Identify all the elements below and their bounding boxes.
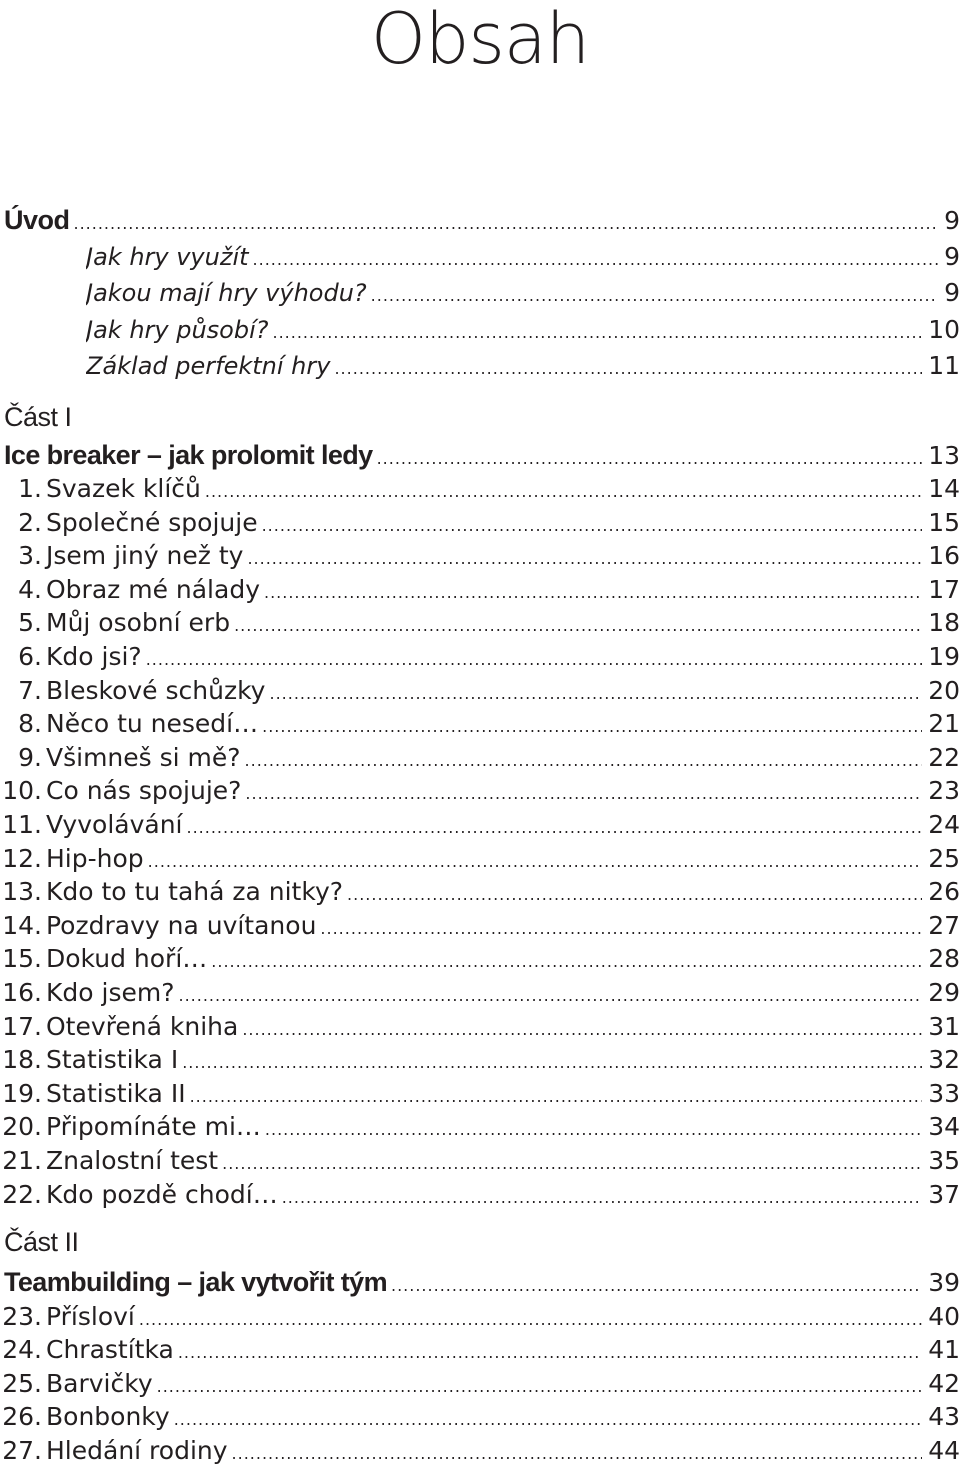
toc-leader-dots (174, 1403, 923, 1434)
toc-page-number: 26 (928, 877, 960, 907)
toc-page-number: 41 (928, 1335, 960, 1365)
toc-entry[interactable] (0, 1434, 960, 1468)
toc-page-number: 23 (928, 776, 960, 806)
toc-leader-dots (222, 1147, 922, 1178)
toc-page-number: 15 (928, 507, 960, 537)
toc-entry[interactable] (0, 1400, 960, 1434)
toc-entry-label (0, 741, 245, 775)
toc-page-number: 44 (928, 1435, 960, 1465)
toc-entry-label (0, 1300, 139, 1334)
toc-entry-title: Pozdravy na uvítanou (46, 910, 317, 940)
toc-page-number: 33 (928, 1078, 960, 1108)
part-heading (4, 1225, 604, 1259)
toc-entry-label (0, 842, 148, 876)
toc-entry-title: Statistika I (46, 1045, 179, 1075)
toc-entry[interactable] (0, 539, 960, 573)
toc-entry-label (0, 774, 245, 808)
toc-entry[interactable] (0, 741, 960, 775)
toc-leader-dots (247, 542, 922, 573)
toc-entry-number: 11. (2, 810, 42, 839)
toc-leader-dots (187, 811, 923, 842)
toc-entry-label: Jak hry využít (86, 243, 249, 271)
toc-leader-dots (178, 979, 922, 1010)
part-heading-text: Část II (4, 1227, 79, 1257)
toc-entry[interactable] (0, 1077, 960, 1111)
toc-leader-dots (334, 352, 922, 383)
toc-entry-title: Přísloví (46, 1302, 135, 1331)
toc-entry-number: 23. (2, 1302, 42, 1331)
toc-entry-title: Bonbonky (46, 1402, 170, 1432)
toc-entry-number: 7. (18, 675, 42, 705)
toc-page-number: 14 (928, 474, 960, 503)
toc-entry[interactable] (0, 808, 960, 842)
toc-entry-title: Kdo jsi? (46, 642, 142, 671)
toc-leader-dots (232, 1437, 923, 1468)
toc-page-number: 9 (944, 206, 960, 235)
toc-entry-label (0, 808, 187, 842)
toc-entry[interactable] (0, 842, 960, 876)
toc-entry-number: 10. (2, 776, 42, 806)
toc-entry-title: Statistika II (46, 1078, 186, 1108)
toc-entry-number: 4. (18, 574, 42, 604)
toc-entry-number: 6. (18, 642, 42, 671)
toc-leader-dots (148, 845, 923, 876)
toc-entry-title: Dokud hoří… (46, 944, 208, 974)
toc-page-number: 9 (944, 242, 960, 271)
toc-entry[interactable] (0, 674, 960, 708)
toc-entry-title: Co nás spojuje? (46, 776, 242, 806)
toc-entry[interactable] (0, 1110, 960, 1144)
toc-leader-dots (264, 576, 922, 607)
toc-entry-number: 15. (2, 944, 42, 974)
toc-entry-number: 19. (2, 1078, 42, 1108)
toc-leader-dots (253, 243, 939, 274)
toc-entry-label (0, 1400, 174, 1434)
toc-entry-label (0, 1043, 182, 1077)
toc-entry-number: 27. (2, 1435, 42, 1465)
toc-entry-label (0, 942, 211, 976)
toc-entry-title: Znalostní test (46, 1146, 219, 1175)
toc-entry-title: Něco tu nesedí… (46, 709, 259, 739)
toc-entry[interactable] (0, 774, 960, 808)
toc-leader-dots (347, 878, 922, 909)
toc-leader-dots (211, 945, 922, 976)
toc-entry-label: Ice breaker – jak prolomit ledy (4, 440, 373, 470)
toc-entry-label: Základ perfektní hry (86, 352, 331, 380)
toc-entry-number: 16. (2, 978, 42, 1007)
toc-entry-number: 12. (2, 843, 42, 873)
toc-entry-label (0, 506, 262, 540)
toc-entry-label (0, 976, 178, 1010)
toc-page-number: 13 (928, 441, 960, 470)
toc-page-number: 19 (928, 642, 960, 671)
toc-entry-label (0, 472, 205, 506)
toc-page-number: 37 (928, 1179, 960, 1209)
toc-entry-label (0, 1434, 232, 1468)
toc-page-number: 17 (928, 574, 960, 604)
toc-leader-dots (391, 1269, 922, 1299)
toc-entry-label (0, 909, 320, 943)
toc-entry[interactable] (0, 472, 960, 506)
toc-entry-title: Kdo pozdě chodí… (46, 1179, 278, 1209)
toc-entry-title: Vyvolávání (46, 810, 183, 839)
toc-leader-dots (74, 207, 939, 237)
toc-entry-number: 1. (18, 474, 42, 503)
toc-entry[interactable] (0, 1010, 960, 1044)
toc-page-number: 32 (928, 1045, 960, 1075)
toc-entry-label (0, 1110, 265, 1144)
toc-entry-title: Jsem jiný než ty (46, 541, 244, 571)
toc-entry-title: Hip-hop (46, 843, 144, 873)
toc-page-number: 28 (928, 944, 960, 974)
toc-leader-dots (205, 475, 922, 506)
toc-entry-number: 8. (18, 709, 42, 739)
toc-page-number: 34 (928, 1112, 960, 1142)
toc-entry-title: Chrastítka (46, 1335, 174, 1365)
toc-page-number: 35 (928, 1146, 960, 1175)
toc-entry-title: Kdo jsem? (46, 978, 175, 1007)
toc-page-number: 9 (944, 278, 960, 307)
toc-entry-label: Úvod (4, 205, 70, 235)
toc-entry-number: 26. (2, 1402, 42, 1432)
toc-entry-title: Kdo to tu tahá za nitky? (46, 877, 344, 907)
toc-entry[interactable] (86, 276, 960, 310)
toc-leader-dots (178, 1336, 922, 1367)
toc-entry-title: Společné spojuje (46, 507, 258, 537)
toc-entry-title: Můj osobní erb (46, 608, 231, 638)
part-heading (4, 400, 604, 434)
toc-page-number: 24 (928, 810, 960, 839)
toc-entry[interactable] (0, 1300, 960, 1334)
toc-entry[interactable] (0, 909, 960, 943)
toc-entry-label: Jak hry působí? (86, 316, 269, 344)
toc-entry-title: Všimneš si mě? (46, 742, 241, 772)
toc-page-number: 16 (928, 541, 960, 571)
toc-entry-label (0, 539, 247, 573)
toc-entry-label (0, 640, 146, 674)
toc-entry[interactable] (0, 942, 960, 976)
toc-entry[interactable] (86, 240, 960, 274)
toc-entry-number: 24. (2, 1335, 42, 1365)
toc-page-number: 39 (928, 1268, 960, 1297)
toc-leader-dots (190, 1080, 923, 1111)
toc-entry[interactable] (0, 606, 960, 640)
toc-leader-dots (157, 1370, 923, 1401)
part-heading-text: Část I (4, 402, 72, 432)
toc-entry-title: Obraz mé nálady (46, 574, 260, 604)
toc-entry-number: 22. (2, 1179, 42, 1209)
toc-leader-dots (265, 1113, 922, 1144)
toc-entry-title: Barvičky (46, 1368, 153, 1398)
toc-entry[interactable] (0, 640, 960, 674)
page-title: Obsah (370, 0, 590, 80)
toc-leader-dots (234, 609, 922, 640)
toc-entry-title: Hledání rodiny (46, 1435, 228, 1465)
toc-entry-label (0, 707, 262, 741)
toc-entry[interactable] (0, 1144, 960, 1178)
toc-entry-label (0, 1367, 157, 1401)
toc-entry[interactable] (0, 1367, 960, 1401)
toc-entry-label (0, 573, 264, 607)
toc-leader-dots (139, 1303, 922, 1334)
toc-page-number: 18 (928, 608, 960, 638)
toc-leader-dots (320, 912, 922, 943)
toc-page-number: 27 (928, 910, 960, 940)
toc-page-number: 29 (928, 978, 960, 1007)
toc-page-number: 40 (928, 1302, 960, 1331)
toc-entry[interactable] (0, 707, 960, 741)
toc-entry[interactable] (0, 1178, 960, 1212)
toc-entry-number: 5. (18, 608, 42, 638)
toc-leader-dots (245, 777, 922, 808)
toc-entry-label (0, 875, 347, 909)
toc-leader-dots (262, 710, 922, 741)
toc-leader-dots (242, 1013, 922, 1044)
toc-entry-number: 14. (2, 910, 42, 940)
toc-entry-number: 13. (2, 877, 42, 907)
toc-entry-intro[interactable] (4, 203, 960, 237)
toc-page-number: 10 (928, 315, 960, 344)
toc-page-number: 11 (928, 351, 960, 380)
toc-leader-dots (273, 316, 923, 347)
toc-entry-label (0, 674, 269, 708)
toc-entry-number: 2. (18, 507, 42, 537)
toc-entry-label: Teambuilding – jak vytvořit tým (4, 1267, 387, 1297)
toc-entry[interactable] (0, 875, 960, 909)
toc-entry-title: Otevřená kniha (46, 1011, 239, 1041)
toc-entry-title: Bleskové schůzky (46, 675, 266, 705)
toc-page-number: 31 (928, 1011, 960, 1041)
toc-entry-number: 25. (2, 1368, 42, 1398)
toc-entry[interactable] (86, 349, 960, 383)
toc-entry-number: 3. (18, 541, 42, 571)
toc-leader-dots (245, 744, 923, 775)
toc-entry-label: Jakou mají hry výhodu? (86, 279, 367, 307)
toc-entry[interactable] (0, 1043, 960, 1077)
toc-leader-dots (182, 1046, 922, 1077)
toc-page-number: 20 (928, 675, 960, 705)
toc-entry-number: 17. (2, 1011, 42, 1041)
toc-entry-number: 20. (2, 1112, 42, 1142)
toc-entry-number: 9. (18, 742, 42, 772)
toc-entry-title: Svazek klíčů (46, 474, 201, 503)
toc-entry[interactable] (0, 573, 960, 607)
toc-entry-label (0, 1333, 178, 1367)
toc-entry-label (0, 1178, 282, 1212)
toc-entry-number: 18. (2, 1045, 42, 1075)
toc-leader-dots (371, 279, 938, 310)
toc-page-number: 21 (928, 709, 960, 739)
toc-leader-dots (377, 442, 923, 472)
toc-entry-section[interactable] (4, 438, 960, 472)
toc-page-number: 42 (928, 1368, 960, 1398)
toc-entry-number: 21. (2, 1146, 42, 1175)
toc-leader-dots (269, 677, 922, 708)
toc-page-number: 43 (928, 1402, 960, 1432)
toc-page-number: 25 (928, 843, 960, 873)
toc-entry[interactable] (0, 976, 960, 1010)
toc-entry-label (0, 1077, 190, 1111)
toc-entry-title: Připomínáte mi… (46, 1112, 261, 1142)
toc-entry-label (0, 606, 234, 640)
toc-leader-dots (282, 1181, 922, 1212)
toc-page-number: 22 (928, 742, 960, 772)
toc-leader-dots (146, 643, 922, 674)
toc-entry[interactable] (0, 1333, 960, 1367)
toc-entry-label (0, 1010, 242, 1044)
toc-entry[interactable] (0, 506, 960, 540)
toc-leader-dots (262, 509, 923, 540)
toc-entry-section[interactable] (4, 1265, 960, 1299)
toc-entry-label (0, 1144, 222, 1178)
toc-entry[interactable] (86, 313, 960, 347)
